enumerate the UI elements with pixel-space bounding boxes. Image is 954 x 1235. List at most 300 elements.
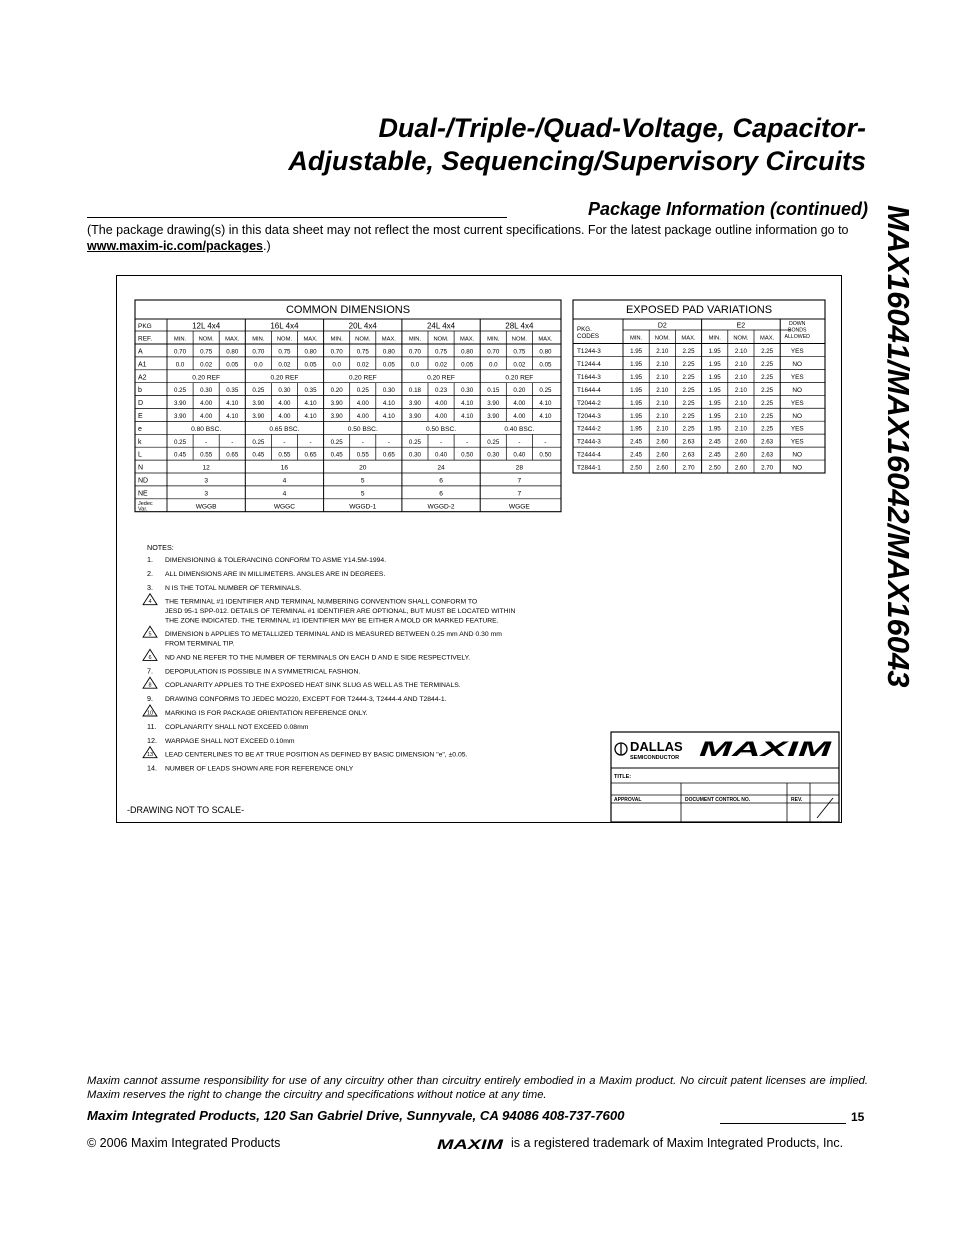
value-cell: - xyxy=(205,438,208,446)
exposed-value-cell: 2.60 xyxy=(656,464,669,472)
note-text: NUMBER OF LEADS SHOWN ARE FOR REFERENCE ONLY xyxy=(165,765,354,773)
value-cell: 0.25 xyxy=(252,438,265,446)
ref-label: REF. xyxy=(138,335,153,343)
value-cell: - xyxy=(544,438,547,446)
sub-header: MIN. xyxy=(173,336,187,343)
exposed-value-cell: 2.10 xyxy=(734,373,747,381)
merged-cell: 4 xyxy=(282,490,287,498)
merged-cell: WGGC xyxy=(273,503,296,511)
value-cell: 0.70 xyxy=(174,348,187,356)
merged-cell: WGGE xyxy=(508,503,530,511)
ref-cell: e xyxy=(138,425,142,433)
value-cell: 0.50 xyxy=(461,451,474,459)
pkg-code-cell: T1244-3 xyxy=(577,348,601,355)
exposed-value-cell: 1.95 xyxy=(630,373,643,381)
pkg-code-cell: T2044-2 xyxy=(577,399,601,407)
pkg-codes-label: PKG. xyxy=(577,326,592,333)
sub-header: MAX. xyxy=(460,336,475,343)
exposed-sub-header: MAX. xyxy=(760,335,775,342)
value-cell: 0.02 xyxy=(513,361,526,369)
value-cell: 0.30 xyxy=(382,387,395,395)
pkg-code-cell: T2444-4 xyxy=(577,451,601,459)
exposed-value-cell: 2.10 xyxy=(656,373,669,381)
value-cell: 0.15 xyxy=(487,387,500,395)
merged-cell: 0.40 BSC. xyxy=(504,425,535,433)
note-number: 2. xyxy=(147,568,153,578)
merged-cell: 7 xyxy=(517,477,522,485)
value-cell: 0.25 xyxy=(487,438,500,446)
merged-cell: 4 xyxy=(282,477,287,485)
value-cell: 0.05 xyxy=(226,361,239,369)
exposed-sub-header: MAX. xyxy=(681,335,696,342)
note-text: COPLANARITY SHALL NOT EXCEED 0.08mm xyxy=(165,723,309,731)
merged-cell: 5 xyxy=(360,490,365,498)
note-text: FROM TERMINAL TIP. xyxy=(165,640,235,648)
note-number: 14. xyxy=(147,763,157,773)
merged-cell: 0.20 REF xyxy=(348,374,377,382)
exposed-value-cell: 2.70 xyxy=(761,464,774,472)
maxim-logo-text: MAXIM xyxy=(437,1137,504,1151)
exposed-value-cell: 2.60 xyxy=(734,438,747,446)
maxim-logo xyxy=(437,1137,505,1156)
ref-cell: ND xyxy=(138,477,149,485)
exposed-sub-header: NOM. xyxy=(654,335,670,342)
section-title: Package Information (continued) xyxy=(587,199,868,219)
exposed-value-cell: 2.10 xyxy=(734,412,747,420)
ref-cell: Jedec xyxy=(138,500,153,507)
value-cell: - xyxy=(309,438,312,446)
down-bonds-label: DOWN xyxy=(789,321,806,327)
down-bond-cell: YES xyxy=(790,425,804,433)
pkg-code-cell: T1244-4 xyxy=(577,360,601,368)
down-bond-cell: YES xyxy=(790,399,804,407)
value-cell: 4.10 xyxy=(539,413,552,420)
rev-slash xyxy=(817,798,833,818)
note-number: 7. xyxy=(147,666,153,676)
value-cell: 0.70 xyxy=(408,348,421,356)
exposed-value-cell: 2.10 xyxy=(656,360,669,368)
note-text: JESD 95-1 SPP-012. DETAILS OF TERMINAL #1 IDENTIFIER ARE OPTIONAL, BUT MUST BE LOCATED WITHIN xyxy=(165,608,516,615)
package-header: 12L 4x4 xyxy=(192,321,221,331)
value-cell: 0.30 xyxy=(408,451,421,459)
value-cell: 0.18 xyxy=(408,387,421,395)
exposed-value-cell: 2.10 xyxy=(656,412,669,420)
down-bond-cell: YES xyxy=(790,348,804,355)
value-cell: 4.00 xyxy=(200,400,213,408)
down-bond-cell: NO xyxy=(792,464,803,472)
semiconductor-text: SEMICONDUCTOR xyxy=(630,755,680,761)
merged-cell: 24 xyxy=(437,464,445,472)
value-cell: 0.80 xyxy=(461,348,474,356)
merged-cell: 0.20 REF xyxy=(270,374,299,382)
value-cell: 4.10 xyxy=(382,400,395,408)
exposed-pad-title: EXPOSED PAD VARIATIONS xyxy=(625,304,773,316)
value-cell: 4.10 xyxy=(461,413,474,420)
value-cell: 4.00 xyxy=(356,400,369,408)
exposed-value-cell: 2.63 xyxy=(761,438,774,446)
value-cell: 0.20 xyxy=(513,387,526,395)
value-cell: 0.75 xyxy=(513,348,526,356)
value-cell: 4.00 xyxy=(513,400,526,408)
exposed-value-cell: 2.25 xyxy=(682,412,695,420)
merged-cell: 5 xyxy=(360,477,365,485)
sub-header: MIN. xyxy=(330,336,343,343)
value-cell: 0.05 xyxy=(539,361,552,369)
exposed-value-cell: 1.95 xyxy=(630,399,643,407)
sub-header: NOM. xyxy=(198,336,214,343)
value-cell: - xyxy=(361,438,364,446)
exposed-value-cell: 1.95 xyxy=(630,348,643,355)
pkg-code-cell: T2444-2 xyxy=(577,425,601,433)
exposed-value-cell: 2.70 xyxy=(682,464,695,472)
note-text: MARKING IS FOR PACKAGE ORIENTATION REFERENCE ONLY. xyxy=(165,710,368,717)
sub-header: MAX. xyxy=(303,336,318,343)
value-cell: 4.00 xyxy=(435,413,448,420)
exposed-value-cell: 2.60 xyxy=(734,451,747,459)
exposed-value-cell: 2.25 xyxy=(682,425,695,433)
page-number: 15 xyxy=(851,1110,865,1124)
title-label: TITLE: xyxy=(614,774,632,780)
value-cell: - xyxy=(440,438,443,446)
note-number: 11. xyxy=(147,721,157,731)
package-header: 16L 4x4 xyxy=(270,321,299,331)
exposed-value-cell: 2.25 xyxy=(682,373,695,381)
note-text: WARPAGE SHALL NOT EXCEED 0.10mm xyxy=(165,737,295,745)
merged-cell: 3 xyxy=(204,490,208,498)
note-text: DEPOPULATION IS POSSIBLE IN A SYMMETRICAL FASHION. xyxy=(165,668,361,676)
package-header: 28L 4x4 xyxy=(505,321,534,331)
rev-label: REV. xyxy=(791,797,803,803)
exposed-sub-header: MIN. xyxy=(629,335,643,342)
value-cell: 4.00 xyxy=(200,413,213,420)
ref-cell: A xyxy=(138,348,143,356)
value-cell: 0.25 xyxy=(539,387,552,395)
value-cell: 0.80 xyxy=(226,348,239,356)
exposed-value-cell: 2.60 xyxy=(656,438,669,446)
value-cell: 3.90 xyxy=(174,413,187,420)
exposed-value-cell: 2.63 xyxy=(682,451,695,459)
value-cell: 0.80 xyxy=(304,348,317,356)
value-cell: 3.90 xyxy=(330,413,343,420)
value-cell: 3.90 xyxy=(408,413,421,420)
note-text: THE ZONE INDICATED. THE TERMINAL #1 IDENTIFIER MAY BE EITHER A MOLD OR MARKED FEATURE. xyxy=(165,617,499,625)
dallas-text: DALLAS xyxy=(630,739,683,754)
sub-header: NOM. xyxy=(355,336,371,343)
exposed-sub-header: MIN. xyxy=(708,335,721,342)
exposed-value-cell: 1.95 xyxy=(708,386,721,394)
value-cell: 0.45 xyxy=(330,451,343,459)
pkg-code-cell: T1644-3 xyxy=(577,373,601,381)
value-cell: 0.75 xyxy=(200,348,213,356)
merged-cell: 0.80 BSC. xyxy=(191,425,222,433)
note-flag-number: 6 xyxy=(148,654,152,661)
sub-header: NOM. xyxy=(433,336,449,343)
exposed-value-cell: 2.25 xyxy=(761,386,774,394)
section-rule xyxy=(87,217,507,218)
note-text: ALL DIMENSIONS ARE IN MILLIMETERS. ANGLES ARE IN DEGREES. xyxy=(165,570,386,578)
exposed-value-cell: 2.45 xyxy=(630,451,643,459)
merged-cell: WGGD-1 xyxy=(349,503,377,511)
value-cell: 0.35 xyxy=(226,387,239,395)
exposed-value-cell: 2.25 xyxy=(682,399,695,407)
value-cell: - xyxy=(231,438,234,446)
sub-header: NOM. xyxy=(511,336,527,343)
exposed-value-cell: 1.95 xyxy=(630,425,643,433)
sub-header: MIN. xyxy=(252,336,265,343)
value-cell: 0.25 xyxy=(252,387,265,395)
value-cell: 4.00 xyxy=(278,400,291,408)
value-cell: 0.55 xyxy=(356,451,369,459)
down-bond-cell: YES xyxy=(790,373,804,381)
package-drawing xyxy=(116,275,842,823)
exposed-value-cell: 1.95 xyxy=(708,425,721,433)
value-cell: 0.70 xyxy=(330,348,343,356)
value-cell: 3.90 xyxy=(487,413,500,420)
value-cell: 0.35 xyxy=(304,387,317,395)
note-flag-number: 8 xyxy=(148,682,152,689)
ref-cell: E xyxy=(138,413,143,420)
value-cell: 0.0 xyxy=(488,361,498,369)
ref-cell: A2 xyxy=(138,374,147,382)
pkg-code-cell: T2844-1 xyxy=(577,464,601,472)
pkg-label: PKG xyxy=(138,323,152,330)
e2-label: E2 xyxy=(736,322,746,330)
copyright: © 2006 Maxim Integrated Products xyxy=(87,1136,281,1150)
note-text: COPLANARITY APPLIES TO THE EXPOSED HEAT SINK SLUG AS WELL AS THE TERMINALS. xyxy=(165,682,461,690)
merged-cell: 0.65 BSC. xyxy=(269,425,300,433)
value-cell: 3.90 xyxy=(487,400,500,408)
trademark-text: is a registered trademark of Maxim Integrated Products, Inc. xyxy=(511,1136,844,1150)
exposed-value-cell: 2.45 xyxy=(708,451,721,459)
ref-cell: Var. xyxy=(138,506,148,513)
value-cell: 0.30 xyxy=(461,387,474,395)
down-bonds-label: ALLOWED xyxy=(784,334,810,340)
value-cell: 0.0 xyxy=(175,361,185,369)
note-text: DIMENSION b APPLIES TO METALLIZED TERMINAL AND IS MEASURED BETWEEN 0.25 mm AND 0.30 mm xyxy=(165,631,502,639)
note-flag-number: 4 xyxy=(148,599,152,606)
merged-cell: 16 xyxy=(280,464,289,472)
exposed-value-cell: 1.95 xyxy=(630,412,643,420)
ref-cell: L xyxy=(138,451,142,459)
merged-cell: 20 xyxy=(359,464,367,472)
exposed-value-cell: 2.60 xyxy=(734,464,747,472)
exposed-value-cell: 2.10 xyxy=(734,360,747,368)
value-cell: 0.02 xyxy=(278,361,291,369)
value-cell: 3.90 xyxy=(252,413,265,420)
value-cell: 3.90 xyxy=(408,400,421,408)
value-cell: 0.65 xyxy=(382,451,395,459)
value-cell: 4.10 xyxy=(226,400,239,408)
pkg-code-cell: T2044-3 xyxy=(577,412,601,420)
side-title-text: MAX16041/MAX16042/MAX16043 xyxy=(881,205,916,688)
exposed-value-cell: 2.10 xyxy=(656,399,669,407)
value-cell: 0.05 xyxy=(382,361,395,369)
exposed-value-cell: 1.95 xyxy=(708,373,721,381)
sub-header: MAX. xyxy=(381,336,396,343)
notes-title: NOTES: xyxy=(147,543,174,552)
note-text: N IS THE TOTAL NUMBER OF TERMINALS. xyxy=(165,584,302,592)
title-line-1: Dual-/Triple-/Quad-Voltage, Capacitor- xyxy=(378,113,866,143)
packages-link[interactable]: www.maxim-ic.com/packages xyxy=(87,239,264,253)
value-cell: 0.25 xyxy=(356,387,369,395)
merged-cell: 6 xyxy=(439,490,443,498)
exposed-value-cell: 2.60 xyxy=(656,451,669,459)
value-cell: 0.02 xyxy=(200,361,213,369)
merged-cell: 7 xyxy=(517,490,522,498)
value-cell: 0.70 xyxy=(252,348,265,356)
sub-header: MIN. xyxy=(408,336,422,343)
value-cell: 4.10 xyxy=(226,413,239,420)
note-flag-number: 10 xyxy=(146,710,154,717)
value-cell: 0.65 xyxy=(226,451,239,459)
down-bond-cell: NO xyxy=(792,360,803,368)
exposed-value-cell: 2.25 xyxy=(761,399,774,407)
value-cell: 0.02 xyxy=(356,361,369,369)
down-bond-cell: NO xyxy=(792,412,803,420)
value-cell: 0.80 xyxy=(539,348,552,356)
value-cell: 0.05 xyxy=(304,361,317,369)
ref-cell: N xyxy=(138,464,144,472)
pkg-code-cell: T1644-4 xyxy=(577,386,601,394)
value-cell: 4.00 xyxy=(278,413,291,420)
ref-cell: D xyxy=(138,400,144,408)
exposed-value-cell: 2.25 xyxy=(761,348,774,355)
value-cell: 0.75 xyxy=(356,348,369,356)
value-cell: 0.20 xyxy=(330,387,343,395)
note-text: THE TERMINAL #1 IDENTIFIER AND TERMINAL NUMBERING CONVENTION SHALL CONFORM TO xyxy=(165,598,478,606)
value-cell: 3.90 xyxy=(330,400,343,408)
merged-cell: 0.20 REF xyxy=(427,374,455,382)
d2-label: D2 xyxy=(657,322,667,330)
value-cell: 4.10 xyxy=(461,400,474,408)
value-cell: 0.0 xyxy=(332,361,341,369)
exposed-value-cell: 2.25 xyxy=(761,425,774,433)
value-cell: 0.75 xyxy=(278,348,291,356)
ref-cell: b xyxy=(138,387,142,395)
value-cell: 0.25 xyxy=(174,387,187,395)
exposed-value-cell: 2.10 xyxy=(656,348,669,355)
exposed-value-cell: 1.95 xyxy=(708,348,721,355)
exposed-value-cell: 2.45 xyxy=(630,438,643,446)
value-cell: 0.40 xyxy=(435,451,448,459)
note-text: DRAWING CONFORMS TO JEDEC MO220, EXCEPT FOR T2444-3, T2444-4 AND T2844-1. xyxy=(165,696,447,704)
note-number: 3. xyxy=(147,582,153,592)
merged-cell: 0.20 REF xyxy=(505,374,534,382)
merged-cell: 6 xyxy=(439,477,443,485)
value-cell: 4.10 xyxy=(382,413,395,420)
address-rule xyxy=(720,1123,846,1124)
value-cell: 4.10 xyxy=(539,400,552,408)
value-cell: 4.00 xyxy=(513,413,526,420)
value-cell: 0.05 xyxy=(461,361,474,369)
doc-control-label: DOCUMENT CONTROL NO. xyxy=(685,797,751,803)
value-cell: 0.70 xyxy=(487,348,500,356)
note-number: 1. xyxy=(147,555,153,564)
value-cell: 0.0 xyxy=(254,361,263,369)
common-dim-title: COMMON DIMENSIONS xyxy=(285,304,411,316)
value-cell: 4.10 xyxy=(304,413,317,420)
value-cell: - xyxy=(283,438,286,446)
intro-paragraph xyxy=(87,222,868,254)
intro-text: (The package drawing(s) in this data sheet may not reflect the most current specifications. For the latest package outline information go to xyxy=(87,223,849,237)
exposed-value-cell: 2.25 xyxy=(761,412,774,420)
approval-label: APPROVAL xyxy=(614,797,642,803)
merged-cell: 0.50 BSC. xyxy=(426,425,457,433)
note-flag-number: 13 xyxy=(146,752,154,759)
down-bond-cell: NO xyxy=(792,451,803,459)
exposed-value-cell: 2.50 xyxy=(630,464,643,472)
package-header: 24L 4x4 xyxy=(426,321,456,331)
disclaimer: Maxim cannot assume responsibility for use of any circuitry other than circuitry entirely embodied in a Maxim product. No circuit patent licenses are implied. Maxim reserves the right to change the circuitry and specifications without notice at any time. xyxy=(87,1075,868,1101)
merged-cell: 12 xyxy=(202,464,210,472)
value-cell: 0.65 xyxy=(304,451,317,459)
exposed-value-cell: 2.63 xyxy=(761,451,774,459)
exposed-value-cell: 2.10 xyxy=(734,386,747,394)
exposed-value-cell: 1.95 xyxy=(630,386,643,394)
exposed-value-cell: 2.63 xyxy=(682,438,695,446)
exposed-value-cell: 2.10 xyxy=(734,348,747,355)
merged-cell: 3 xyxy=(204,477,208,485)
note-flag-number: 5 xyxy=(148,631,152,638)
value-cell: 0.75 xyxy=(435,348,448,356)
value-cell: 0.30 xyxy=(200,387,213,395)
value-cell: - xyxy=(387,438,390,446)
intro-end: .) xyxy=(263,239,271,253)
down-bonds-label: BONDS xyxy=(788,327,807,334)
sub-header: MAX. xyxy=(225,336,240,343)
exposed-value-cell: 1.95 xyxy=(630,360,643,368)
exposed-value-cell: 2.10 xyxy=(734,399,747,407)
exposed-value-cell: 2.10 xyxy=(734,425,747,433)
sub-header: NOM. xyxy=(276,336,293,343)
merged-cell: WGGD-2 xyxy=(427,503,455,511)
value-cell: - xyxy=(518,438,521,446)
ref-cell: k xyxy=(138,438,142,446)
value-cell: 0.25 xyxy=(408,438,421,446)
value-cell: 0.55 xyxy=(278,451,291,459)
pkg-code-cell: T2444-3 xyxy=(577,438,601,446)
value-cell: 4.10 xyxy=(304,400,317,408)
package-header: 20L 4x4 xyxy=(348,321,377,331)
value-cell: 0.30 xyxy=(278,387,291,395)
value-cell: 0.23 xyxy=(435,387,448,395)
exposed-value-cell: 2.25 xyxy=(761,373,774,381)
value-cell: 0.25 xyxy=(330,438,343,446)
merged-cell: 0.20 REF xyxy=(192,374,221,382)
side-part-number xyxy=(882,205,922,765)
ref-cell: A1 xyxy=(138,361,147,369)
value-cell: 0.45 xyxy=(252,451,265,459)
exposed-value-cell: 1.95 xyxy=(708,360,721,368)
not-to-scale: -DRAWING NOT TO SCALE- xyxy=(127,805,245,815)
value-cell: 0.0 xyxy=(410,361,420,369)
value-cell: 4.00 xyxy=(356,413,369,420)
value-cell: 0.50 xyxy=(539,451,552,459)
sub-header: MIN. xyxy=(487,336,500,343)
exposed-value-cell: 1.95 xyxy=(708,399,721,407)
down-bond-cell: YES xyxy=(790,438,804,446)
down-bond-cell: NO xyxy=(792,386,803,394)
value-cell: - xyxy=(466,438,469,446)
exposed-value-cell: 2.50 xyxy=(708,464,721,472)
ref-cell: NE xyxy=(138,490,148,498)
value-cell: 4.00 xyxy=(435,400,448,408)
exposed-value-cell: 2.45 xyxy=(708,438,721,446)
merged-cell: 0.50 BSC. xyxy=(347,425,378,433)
maxim-title-block-logo: MAXIM xyxy=(699,738,832,761)
exposed-value-cell: 2.10 xyxy=(656,425,669,433)
maxim-logo-svg xyxy=(437,1137,505,1151)
